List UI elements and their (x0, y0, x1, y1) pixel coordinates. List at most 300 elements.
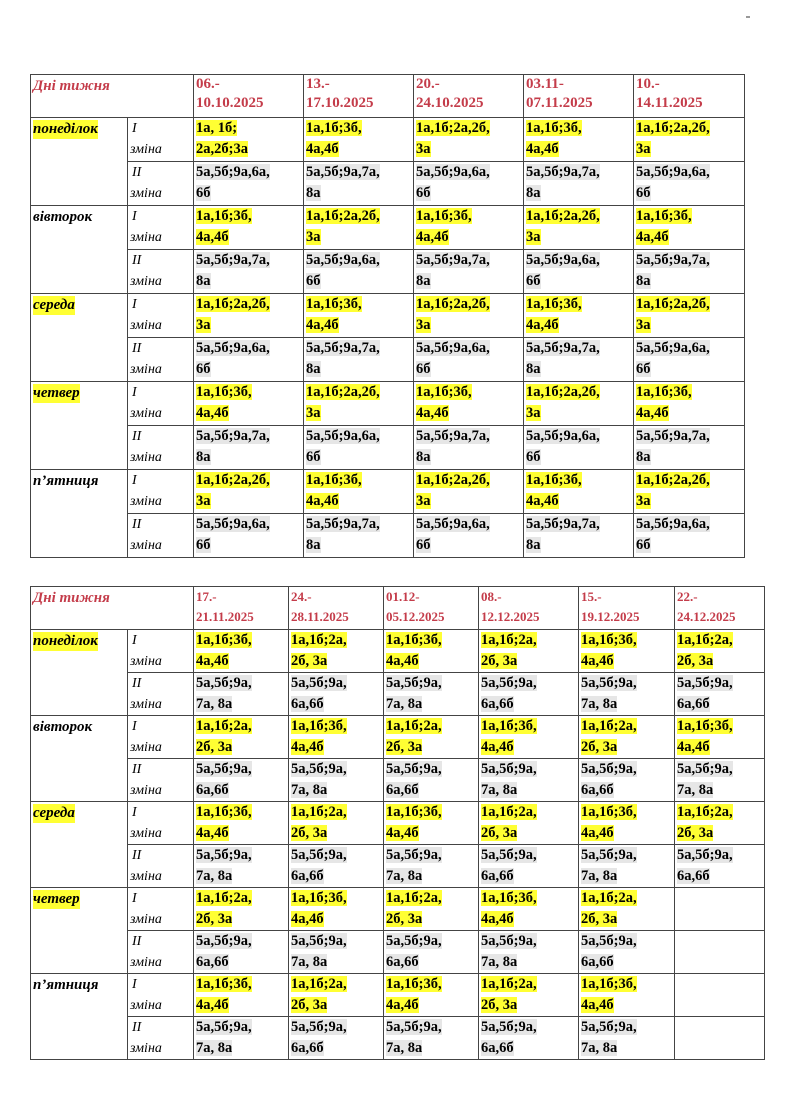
class-list: 1а,1б;3б, (306, 120, 362, 136)
class-list: 1а,1б;3б, (416, 208, 472, 224)
class-list: 4а,4б (386, 997, 419, 1013)
shift-number: II (132, 165, 142, 180)
class-list: 3а (636, 141, 651, 157)
class-list: 5а,5б;9а, (481, 1019, 537, 1035)
class-list: 5а,5б;9а, (196, 761, 252, 777)
class-list: 5а,5б;9а, (291, 933, 347, 949)
class-list: 5а,5б;9а, (481, 847, 537, 863)
class-cell (194, 630, 289, 673)
class-list: 1а,1б;2а,2б, (416, 472, 490, 488)
shift-cell (128, 673, 194, 716)
header-label: Дні тижня (33, 590, 110, 606)
class-list: 5а,5б;9а, (291, 847, 347, 863)
class-list: 2б, 3а (481, 997, 518, 1013)
class-cell (194, 845, 289, 888)
class-list: 1а,1б;2а, (386, 890, 442, 906)
class-list: 5а,5б;9а, (291, 675, 347, 691)
class-cell (479, 845, 579, 888)
class-cell (194, 338, 304, 382)
table-row (31, 382, 745, 426)
class-list: 8а (196, 449, 211, 465)
date-line: 01.12- (386, 589, 420, 604)
date-line: 07.11.2025 (526, 95, 593, 111)
class-list: 5а,5б;9а,7а, (416, 252, 490, 268)
day-name: п’ятниця (33, 473, 99, 489)
class-cell (579, 1017, 675, 1060)
shift-number: I (132, 891, 137, 906)
class-list: 7а, 8а (581, 1040, 618, 1056)
class-cell (579, 759, 675, 802)
class-list: 1а,1б;3б, (581, 804, 637, 820)
shift-word: зміна (130, 783, 162, 798)
class-list: 1а,1б;3б, (481, 890, 537, 906)
date-line: 14.11.2025 (636, 95, 703, 111)
class-list: 1а,1б;2а, (481, 632, 537, 648)
class-cell (479, 759, 579, 802)
shift-number: I (132, 719, 137, 734)
class-list: 4а,4б (636, 229, 669, 245)
shift-cell (128, 294, 194, 338)
class-list: 6б (636, 537, 651, 553)
class-list: 1а,1б;2а, (581, 718, 637, 734)
class-list: 6а,6б (581, 954, 614, 970)
table-row (31, 206, 745, 250)
class-cell (579, 845, 675, 888)
week-date-range (675, 587, 765, 630)
class-list: 6а,6б (291, 1040, 324, 1056)
table-row (31, 118, 745, 162)
class-cell (194, 1017, 289, 1060)
class-cell (289, 673, 384, 716)
class-list: 5а,5б;9а, (481, 675, 537, 691)
table-row (31, 802, 765, 845)
shift-word: зміна (130, 494, 162, 509)
class-list: 5а,5б;9а, (481, 933, 537, 949)
class-list: 7а, 8а (481, 954, 518, 970)
class-list: 6б (416, 185, 431, 201)
table-row (31, 1017, 765, 1060)
class-cell (414, 206, 524, 250)
class-cell (289, 845, 384, 888)
class-cell (524, 206, 634, 250)
class-list: 5а,5б;9а, (386, 1019, 442, 1035)
table-row (31, 845, 765, 888)
shift-word: зміна (130, 230, 162, 245)
class-list: 2б, 3а (291, 825, 328, 841)
shift-word: зміна (130, 998, 162, 1013)
class-cell (194, 162, 304, 206)
class-list: 3а (526, 229, 541, 245)
class-list: 2б, 3а (386, 911, 423, 927)
class-list: 7а, 8а (581, 696, 618, 712)
class-list: 3а (306, 229, 321, 245)
class-list: 4а,4б (416, 405, 449, 421)
day-name: п’ятниця (33, 977, 99, 993)
class-list: 6а,6б (677, 696, 710, 712)
class-cell (384, 888, 479, 931)
class-list: 5а,5б;9а, (481, 761, 537, 777)
class-list: 6а,6б (481, 696, 514, 712)
class-cell (194, 250, 304, 294)
shift-number: II (132, 762, 142, 777)
class-cell (479, 673, 579, 716)
shift-number: I (132, 977, 137, 992)
shift-word: зміна (130, 450, 162, 465)
class-cell (634, 162, 745, 206)
class-cell (289, 974, 384, 1017)
class-list: 5а,5б;9а, (196, 1019, 252, 1035)
class-list: 6а,6б (291, 868, 324, 884)
class-list: 1а,1б;2а, (291, 804, 347, 820)
class-list: 1а,1б;2а,2б, (196, 472, 270, 488)
class-list: 3а (416, 141, 431, 157)
day-cell (31, 630, 128, 716)
class-list: 4а,4б (581, 825, 614, 841)
week-date-range (304, 75, 414, 118)
class-cell (194, 974, 289, 1017)
class-list: 5а,5б;9а,7а, (306, 164, 380, 180)
shift-number: II (132, 934, 142, 949)
class-list: 6а,6б (291, 696, 324, 712)
class-list: 1а,1б;2а,2б, (526, 384, 600, 400)
class-list: 8а (306, 361, 321, 377)
class-list: 5а,5б;9а, (677, 847, 733, 863)
class-cell (634, 426, 745, 470)
date-line: 12.12.2025 (481, 609, 540, 624)
shift-cell (128, 759, 194, 802)
class-cell (414, 162, 524, 206)
class-list: 5а,5б;9а, (677, 761, 733, 777)
shift-number: I (132, 297, 137, 312)
class-list: 2б, 3а (196, 911, 233, 927)
class-cell (675, 974, 765, 1017)
class-list: 5а,5б;9а, (291, 761, 347, 777)
class-list: 2б, 3а (481, 653, 518, 669)
class-list: 1а,1б;3б, (677, 718, 733, 734)
class-list: 4а,4б (581, 997, 614, 1013)
class-list: 4а,4б (386, 653, 419, 669)
class-cell (304, 382, 414, 426)
schedule-table-nov-dec (30, 586, 765, 1060)
class-cell (524, 118, 634, 162)
class-list: 5а,5б;9а,6а, (196, 516, 270, 532)
class-cell (289, 630, 384, 673)
shift-number: I (132, 385, 137, 400)
class-cell (524, 294, 634, 338)
week-date-range (524, 75, 634, 118)
class-list: 5а,5б;9а, (581, 1019, 637, 1035)
shift-cell (128, 845, 194, 888)
day-name: четвер (33, 385, 80, 401)
class-cell (304, 250, 414, 294)
class-cell (579, 931, 675, 974)
day-cell (31, 888, 128, 974)
class-cell (634, 382, 745, 426)
class-cell (289, 1017, 384, 1060)
class-list: 7а, 8а (481, 782, 518, 798)
class-cell (579, 673, 675, 716)
class-cell (304, 470, 414, 514)
shift-cell (128, 931, 194, 974)
class-list: 1а, 1б; (196, 120, 238, 136)
table-row (31, 673, 765, 716)
class-list: 1а,1б;2а, (481, 976, 537, 992)
class-list: 5а,5б;9а,6а, (416, 340, 490, 356)
class-list: 8а (416, 449, 431, 465)
class-list: 3а (196, 317, 211, 333)
class-cell (634, 206, 745, 250)
class-list: 8а (306, 537, 321, 553)
class-list: 2б, 3а (386, 739, 423, 755)
class-cell (414, 426, 524, 470)
class-list: 5а,5б;9а,7а, (526, 164, 600, 180)
class-list: 1а,1б;3б, (306, 296, 362, 312)
day-cell (31, 802, 128, 888)
class-list: 3а (636, 493, 651, 509)
class-cell (579, 974, 675, 1017)
class-list: 2б, 3а (581, 739, 618, 755)
class-cell (479, 716, 579, 759)
class-list: 6б (526, 449, 541, 465)
class-cell (384, 716, 479, 759)
table-body (31, 587, 765, 1060)
class-list: 5а,5б;9а, (386, 675, 442, 691)
shift-cell (128, 382, 194, 426)
class-cell (634, 118, 745, 162)
class-list: 1а,1б;2а,2б, (636, 120, 710, 136)
scan-mark (746, 16, 750, 18)
shift-cell (128, 118, 194, 162)
class-list: 1а,1б;3б, (196, 804, 252, 820)
class-cell (194, 673, 289, 716)
class-list: 4а,4б (481, 911, 514, 927)
class-cell (634, 514, 745, 558)
class-list: 8а (526, 537, 541, 553)
date-line: 24.10.2025 (416, 95, 484, 111)
class-list: 6б (196, 361, 211, 377)
class-list: 3а (416, 317, 431, 333)
date-line: 03.11- (526, 76, 564, 92)
class-list: 6б (636, 185, 651, 201)
class-list: 5а,5б;9а,6а, (636, 340, 710, 356)
day-cell (31, 206, 128, 294)
day-cell (31, 470, 128, 558)
class-list: 5а,5б;9а, (581, 847, 637, 863)
class-cell (579, 888, 675, 931)
class-cell (634, 294, 745, 338)
shift-word: зміна (130, 362, 162, 377)
class-cell (384, 931, 479, 974)
shift-number: II (132, 341, 142, 356)
class-list: 2б, 3а (291, 997, 328, 1013)
week-date-range (479, 587, 579, 630)
class-list: 1а,1б;2а,2б, (636, 296, 710, 312)
class-cell (675, 716, 765, 759)
class-list: 8а (636, 449, 651, 465)
header-label-cell (31, 75, 194, 118)
class-cell (414, 470, 524, 514)
class-cell (194, 888, 289, 931)
shift-cell (128, 250, 194, 294)
shift-word: зміна (130, 697, 162, 712)
class-list: 4а,4б (306, 493, 339, 509)
date-line: 13.- (306, 76, 330, 92)
date-line: 06.- (196, 76, 220, 92)
class-cell (414, 294, 524, 338)
header-row (31, 587, 765, 630)
class-cell (479, 974, 579, 1017)
class-list: 6б (636, 361, 651, 377)
shift-word: зміна (130, 740, 162, 755)
class-list: 1а,1б;3б, (636, 208, 692, 224)
class-list: 4а,4б (306, 141, 339, 157)
class-list: 1а,1б;3б, (481, 718, 537, 734)
shift-cell (128, 888, 194, 931)
day-name: середа (33, 805, 75, 821)
class-list: 2б, 3а (581, 911, 618, 927)
day-name: четвер (33, 891, 80, 907)
class-cell (675, 931, 765, 974)
week-date-range (384, 587, 479, 630)
class-cell (414, 250, 524, 294)
class-list: 1а,1б;3б, (581, 976, 637, 992)
shift-number: II (132, 429, 142, 444)
shift-cell (128, 470, 194, 514)
class-list: 6а,6б (481, 1040, 514, 1056)
class-list: 3а (306, 405, 321, 421)
class-list: 5а,5б;9а,6а, (416, 164, 490, 180)
date-line: 08.- (481, 589, 502, 604)
table-row (31, 250, 745, 294)
class-list: 5а,5б;9а,7а, (526, 340, 600, 356)
shift-number: II (132, 1020, 142, 1035)
shift-word: зміна (130, 826, 162, 841)
class-cell (634, 338, 745, 382)
day-cell (31, 974, 128, 1060)
day-cell (31, 382, 128, 470)
class-list: 8а (636, 273, 651, 289)
class-cell (479, 888, 579, 931)
table-row (31, 759, 765, 802)
class-list: 7а, 8а (386, 1040, 423, 1056)
class-cell (675, 759, 765, 802)
class-cell (194, 382, 304, 426)
class-list: 4а,4б (196, 997, 229, 1013)
class-cell (304, 338, 414, 382)
class-list: 6б (526, 273, 541, 289)
day-name: понеділок (33, 633, 98, 649)
class-list: 5а,5б;9а, (581, 761, 637, 777)
shift-number: II (132, 848, 142, 863)
day-name: понеділок (33, 121, 98, 137)
class-cell (194, 294, 304, 338)
class-cell (304, 118, 414, 162)
class-list: 5а,5б;9а,7а, (196, 428, 270, 444)
class-list: 1а,1б;2а,2б, (306, 208, 380, 224)
class-list: 4а,4б (526, 493, 559, 509)
day-name: вівторок (33, 209, 93, 225)
table-row (31, 294, 745, 338)
class-list: 5а,5б;9а,6а, (636, 516, 710, 532)
class-list: 3а (416, 493, 431, 509)
class-list: 2б, 3а (291, 653, 328, 669)
class-list: 1а,1б;2а,2б, (416, 120, 490, 136)
class-list: 4а,4б (196, 653, 229, 669)
class-list: 5а,5б;9а,7а, (196, 252, 270, 268)
class-cell (675, 888, 765, 931)
class-list: 7а, 8а (196, 868, 233, 884)
shift-number: II (132, 253, 142, 268)
class-list: 1а,1б;2а, (291, 976, 347, 992)
class-list: 5а,5б;9а, (196, 933, 252, 949)
class-list: 5а,5б;9а, (386, 847, 442, 863)
class-cell (194, 931, 289, 974)
class-list: 5а,5б;9а, (196, 847, 252, 863)
class-list: 5а,5б;9а,6а, (306, 428, 380, 444)
class-list: 8а (526, 361, 541, 377)
class-list: 4а,4б (636, 405, 669, 421)
class-cell (194, 470, 304, 514)
class-list: 1а,1б;3б, (416, 384, 472, 400)
class-cell (524, 162, 634, 206)
class-cell (289, 931, 384, 974)
class-list: 6б (306, 449, 321, 465)
class-list: 5а,5б;9а,7а, (306, 340, 380, 356)
class-cell (524, 382, 634, 426)
class-list: 6а,6б (386, 782, 419, 798)
class-list: 5а,5б;9а,7а, (306, 516, 380, 532)
class-list: 4а,4б (291, 739, 324, 755)
class-list: 2б, 3а (481, 825, 518, 841)
class-list: 6а,6б (386, 954, 419, 970)
class-list: 1а,1б;2а, (196, 890, 252, 906)
class-list: 6б (416, 361, 431, 377)
shift-word: зміна (130, 869, 162, 884)
class-list: 5а,5б;9а,6а, (526, 428, 600, 444)
class-cell (384, 630, 479, 673)
class-cell (289, 759, 384, 802)
class-cell (384, 974, 479, 1017)
class-list: 1а,1б;3б, (636, 384, 692, 400)
class-list: 7а, 8а (386, 696, 423, 712)
class-list: 5а,5б;9а,6а, (526, 252, 600, 268)
class-list: 1а,1б;2а, (581, 890, 637, 906)
class-list: 1а,1б;3б, (196, 632, 252, 648)
class-cell (414, 514, 524, 558)
schedule-table-oct-nov (30, 74, 745, 558)
class-list: 5а,5б;9а,6а, (416, 516, 490, 532)
class-list: 3а (196, 493, 211, 509)
class-cell (384, 802, 479, 845)
class-cell (304, 162, 414, 206)
class-cell (194, 514, 304, 558)
shift-cell (128, 514, 194, 558)
shift-cell (128, 162, 194, 206)
shift-cell (128, 206, 194, 250)
week-date-range (194, 587, 289, 630)
date-line: 15.- (581, 589, 602, 604)
day-cell (31, 294, 128, 382)
day-name: середа (33, 297, 75, 313)
class-list: 6а,6б (481, 868, 514, 884)
table-row (31, 630, 765, 673)
class-list: 3а (636, 317, 651, 333)
table-row (31, 426, 745, 470)
class-list: 1а,1б;3б, (196, 208, 252, 224)
class-list: 5а,5б;9а,6а, (306, 252, 380, 268)
day-cell (31, 118, 128, 206)
class-list: 7а, 8а (196, 1040, 233, 1056)
